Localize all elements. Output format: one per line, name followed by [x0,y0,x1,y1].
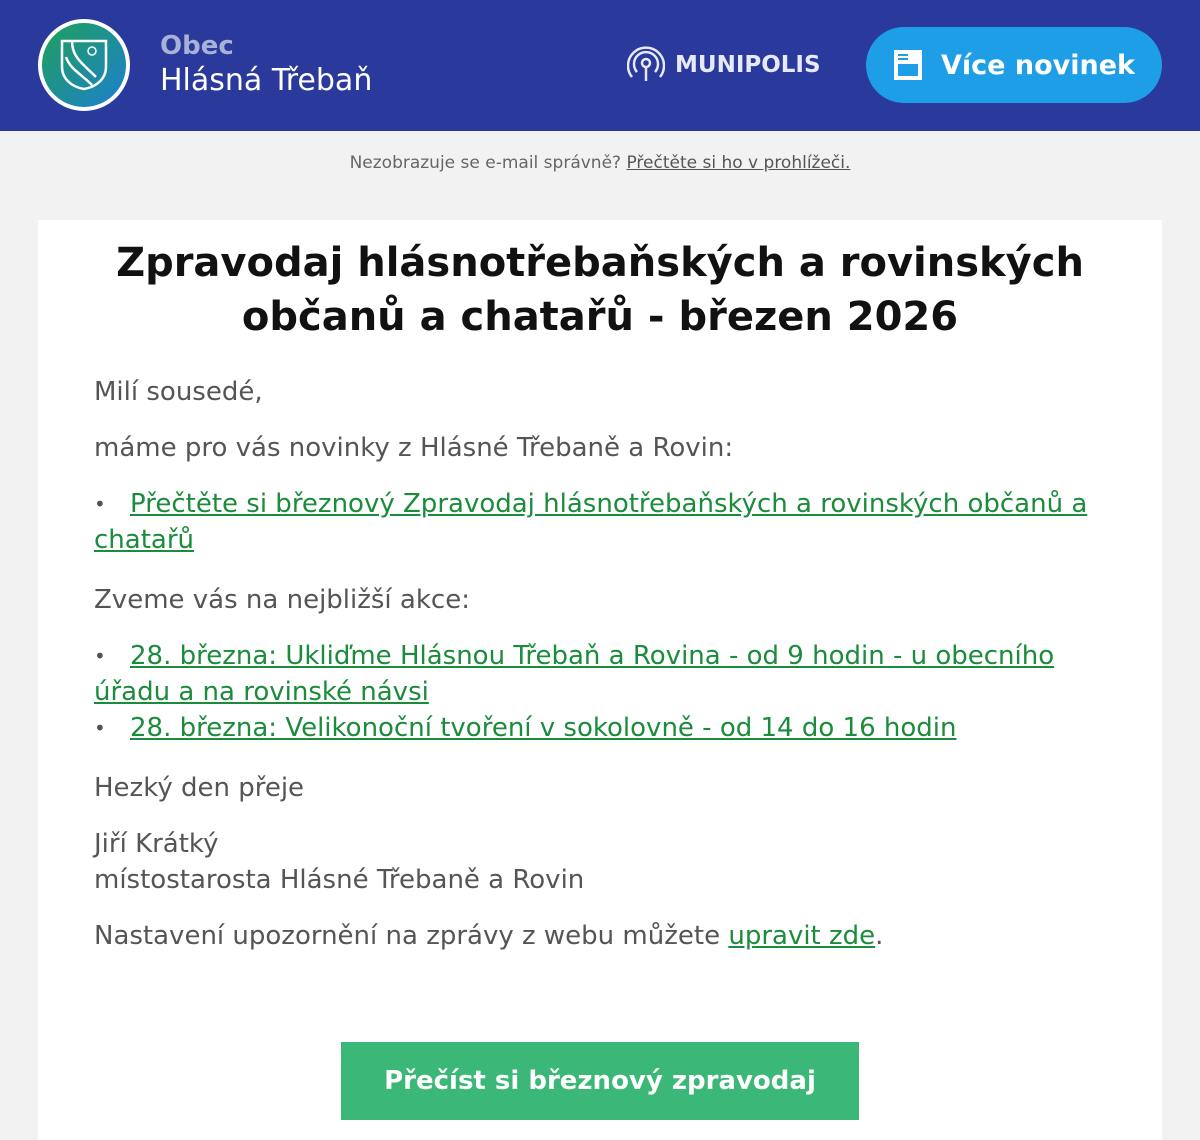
munipolis-label: MUNIPOLIS [675,52,821,78]
header [0,0,1200,131]
view-in-browser-link[interactable]: Přečtěte si ho v prohlížeči. [626,153,851,173]
list-item [94,710,1106,746]
broadcast-icon [627,46,665,84]
notice-text: Nezobrazuje se e-mail správně? [349,153,627,173]
signer-title: místostarosta Hlásné Třebaně a Rovin [94,865,585,895]
munipolis-logo[interactable] [627,46,821,84]
more-news-button[interactable] [866,27,1162,103]
coat-of-arms-icon [58,37,110,93]
closing: Hezký den přeje [94,773,305,803]
intro: máme pro vás novinky z Hlásné Třebaně a Rovin: [94,433,734,463]
news-list [94,486,1106,558]
browser-notice [0,153,1200,221]
brand-name: Hlásná Třebaň [160,63,373,98]
brand-obec: Obec [160,31,234,61]
settings-end: . [875,921,884,951]
more-news-label: Více novinek [941,49,1135,81]
newsletter-title: Zpravodaj hlásnotřebaňských a rovinských občanů a chatařů - březen 2026 [116,240,1084,340]
events-list [94,638,1106,746]
events-intro: Zveme vás na nejbližší akce: [94,585,470,615]
signer-name: Jiří Krátký [94,829,219,859]
list-item [94,638,1106,710]
municipality-name [160,30,372,100]
list-item [94,486,1106,558]
newspaper-icon [893,49,923,81]
edit-settings-link[interactable]: upravit zde [728,921,876,951]
event-link[interactable]: 28. března: Ukliďme Hlásnou Třebaň a Rovina - od 9 hodin - u obecního úřadu a na rovinské návsi [94,641,1055,707]
newsletter-link[interactable]: Přečtěte si březnový Zpravodaj hlásnotřebaňských a rovinských občanů a chatařů [94,489,1088,555]
municipality-logo[interactable] [38,19,130,111]
newsletter-card [38,220,1162,1140]
settings-note [94,918,1106,954]
greeting: Milí sousedé, [94,377,263,407]
read-newsletter-button[interactable]: Přečíst si březnový zpravodaj [341,1042,859,1120]
settings-text: Nastavení upozornění na zprávy z webu můžete [94,921,729,951]
event-link[interactable]: 28. března: Velikonoční tvoření v sokolovně - od 14 do 16 hodin [130,713,957,743]
